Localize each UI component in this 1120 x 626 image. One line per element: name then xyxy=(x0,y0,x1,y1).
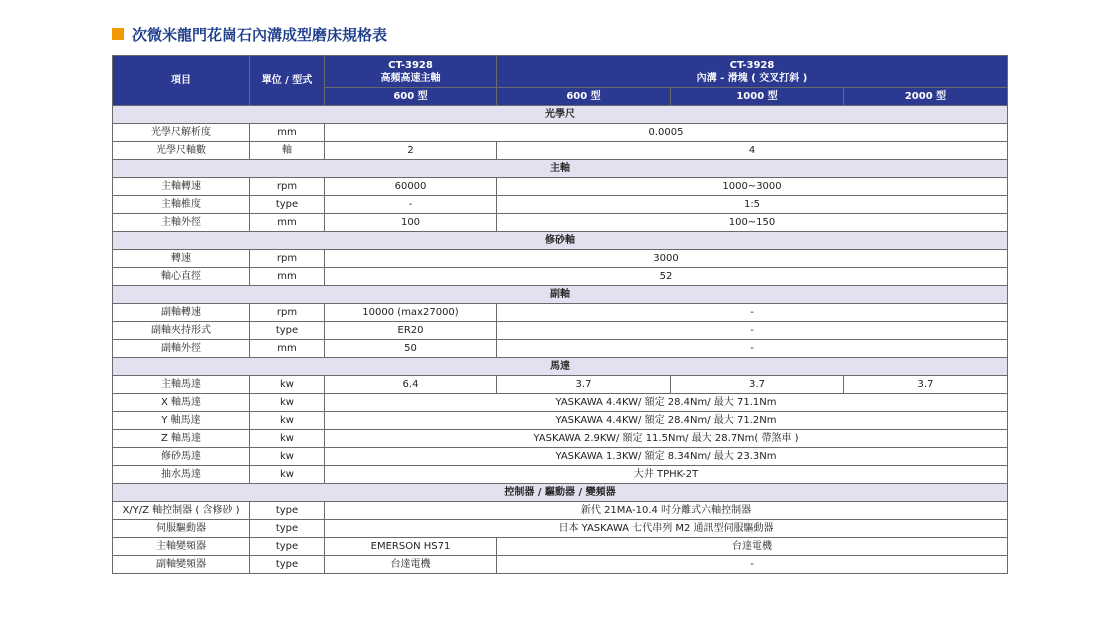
table-row: 抽水馬達 kw 大井 TPHK-2T xyxy=(113,466,1008,484)
header-unit: 單位 / 型式 xyxy=(250,56,325,106)
model-b-desc: 內溝 - 滑塊 ( 交叉打斜 ) xyxy=(696,72,808,84)
table-row: 主軸外徑 mm 100 100~150 xyxy=(113,214,1008,232)
table-row: Y 軸馬達 kw YASKAWA 4.4KW/ 額定 28.4Nm/ 最大 71.2Nm xyxy=(113,412,1008,430)
table-row: 光學尺軸數 軸 2 4 xyxy=(113,142,1008,160)
page-title-text: 次微米龍門花崗石內溝成型磨床規格表 xyxy=(132,25,388,44)
page-title xyxy=(112,24,387,44)
section-spindle: 主軸 xyxy=(113,160,1008,178)
model-a-code: CT-3928 xyxy=(388,59,433,71)
table-row: X/Y/Z 軸控制器 ( 含修砂 ) type 新代 21MA-10.4 吋分離式六軸控制器 xyxy=(113,502,1008,520)
section-sub-spindle: 副軸 xyxy=(113,286,1008,304)
orange-square-icon xyxy=(112,28,124,40)
table-row: 修砂馬達 kw YASKAWA 1.3KW/ 額定 8.34Nm/ 最大 23.3Nm xyxy=(113,448,1008,466)
table-row: 光學尺解析度 mm 0.0005 xyxy=(113,124,1008,142)
size-b-600: 600 型 xyxy=(497,88,671,106)
header-model-b xyxy=(497,56,1008,88)
table-row: 轉速 rpm 3000 xyxy=(113,250,1008,268)
section-dresser: 修砂軸 xyxy=(113,232,1008,250)
section-control: 控制器 / 驅動器 / 變頻器 xyxy=(113,484,1008,502)
table-row: 副軸外徑 mm 50 - xyxy=(113,340,1008,358)
table-row: 主軸變頻器 type EMERSON HS71 台達電機 xyxy=(113,538,1008,556)
model-b-code: CT-3928 xyxy=(729,59,775,71)
header-row-1 xyxy=(113,56,1008,88)
size-b-1000: 1000 型 xyxy=(671,88,844,106)
table-row: 伺服驅動器 type 日本 YASKAWA 七代串列 M2 通訊型伺服驅動器 xyxy=(113,520,1008,538)
header-model-a xyxy=(325,56,497,88)
table-row: Z 軸馬達 kw YASKAWA 2.9KW/ 額定 11.5Nm/ 最大 28.7Nm( 帶煞車 ) xyxy=(113,430,1008,448)
section-motor: 馬達 xyxy=(113,358,1008,376)
table-row: 主軸轉速 rpm 60000 1000~3000 xyxy=(113,178,1008,196)
model-a-desc: 高頻高速主軸 xyxy=(380,72,441,84)
table-row: X 軸馬達 kw YASKAWA 4.4KW/ 額定 28.4Nm/ 最大 71.1Nm xyxy=(113,394,1008,412)
size-a-600: 600 型 xyxy=(325,88,497,106)
header-item: 項目 xyxy=(113,56,250,106)
spec-table xyxy=(112,55,1008,574)
table-row: 副軸夾持形式 type ER20 - xyxy=(113,322,1008,340)
table-row: 主軸椎度 type - 1:5 xyxy=(113,196,1008,214)
table-row: 副軸變頻器 type 台達電機 - xyxy=(113,556,1008,574)
size-b-2000: 2000 型 xyxy=(844,88,1008,106)
table-row: 副軸轉速 rpm 10000 (max27000) - xyxy=(113,304,1008,322)
table-row: 主軸馬達 kw 6.4 3.7 3.7 3.7 xyxy=(113,376,1008,394)
section-optical: 光學尺 xyxy=(113,106,1008,124)
table-row: 軸心直徑 mm 52 xyxy=(113,268,1008,286)
